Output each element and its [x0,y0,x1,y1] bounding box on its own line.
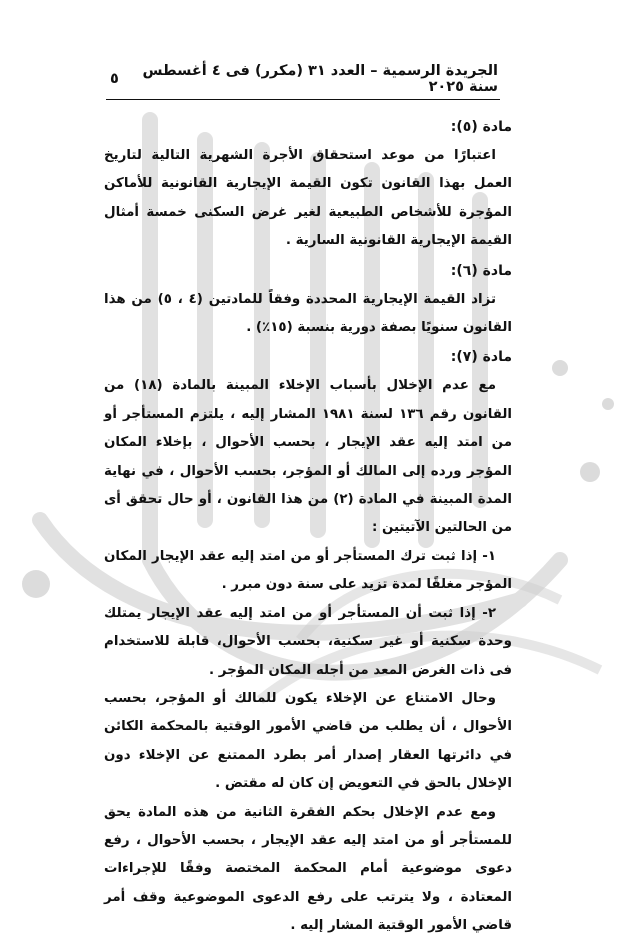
header-divider [106,99,500,100]
article-7-paragraph-1: مع عدم الإخلال بأسباب الإخلاء المبينة بالمادة (١٨) من القانون رقم ١٣٦ لسنة ١٩٨١ المشار إليه ، يلتزم المستأجر أو من امتد إليه عقد الإيجار ، بحسب الأحوال ، بإخلاء المكان المؤجر ورده إلى المالك أو المؤجر، بحسب الأحوال ، في نهاية المدة المبينة في المادة (٢) من هذا القانون ، أو حال تحقق أى من الحالتين الآتيتين : [104,378,512,536]
article-6-paragraph-1: تزاد القيمة الإيجارية المحددة وفقاً للمادتين (٤ ، ٥) من هذا القانون سنويًا بصفة دورية بنسبة (١٥٪) . [104,291,512,336]
article-5-paragraph-1: اعتبارًا من موعد استحقاق الأجرة الشهرية التالية لتاريخ العمل بهذا القانون تكون القيمة الإيجارية القانونية للأماكن المؤجرة للأشخاص الطبيعية لغير غرض السكنى خمسة أمثال القيمة الإيجارية القانونية السارية . [104,148,512,249]
article-5-title: مادة (٥): [450,119,512,135]
article-6-title: مادة (٦): [450,262,512,279]
document-body [104,112,512,941]
article-7-item-2: ٢- إذا ثبت أن المستأجر أو من امتد إليه عقد الإيجار يمتلك وحدة سكنية أو غير سكنية، بحسب الأحوال، قابلة للاستخدام فى ذات الغرض المعد من أجله المكان المؤجر . [104,605,512,678]
page-header [110,63,498,95]
header-title: الجريدة الرسمية – العدد ٣١ (مكرر) فى ٤ أغسطس سنة ٢٠٢٥ [142,63,498,95]
article-7-paragraph-2: وحال الامتناع عن الإخلاء يكون للمالك أو المؤجر، بحسب الأحوال ، أن يطلب من قاضي الأمور الوقتية بالمحكمة الكائن في دائرتها العقار إصدار أمر بطرد الممتنع عن الإخلاء دون الإخلال بالحق في التعويض إن كان له مقتض . [104,690,512,792]
page-number: ٥ [110,71,119,87]
article-7-paragraph-3: ومع عدم الإخلال بحكم الفقرة الثانية من هذه المادة يحق للمستأجر أو من امتد إليه عقد الإيجار ، بحسب الأحوال ، رفع دعوى موضوعية أمام المحكمة المختصة وفقًا للإجراءات المعتادة ، ولا يترتب على رفع الدعوى الموضوعية وقف أمر قاضي الأمور الوقتية المشار إليه . [104,804,512,934]
article-7-title: مادة (٧): [450,349,512,366]
article-7-item-1: ١- إذا ثبت ترك المستأجر أو من امتد إليه عقد الإيجار المكان المؤجر مغلقًا لمدة تزيد على سنة دون مبرر . [104,548,512,593]
